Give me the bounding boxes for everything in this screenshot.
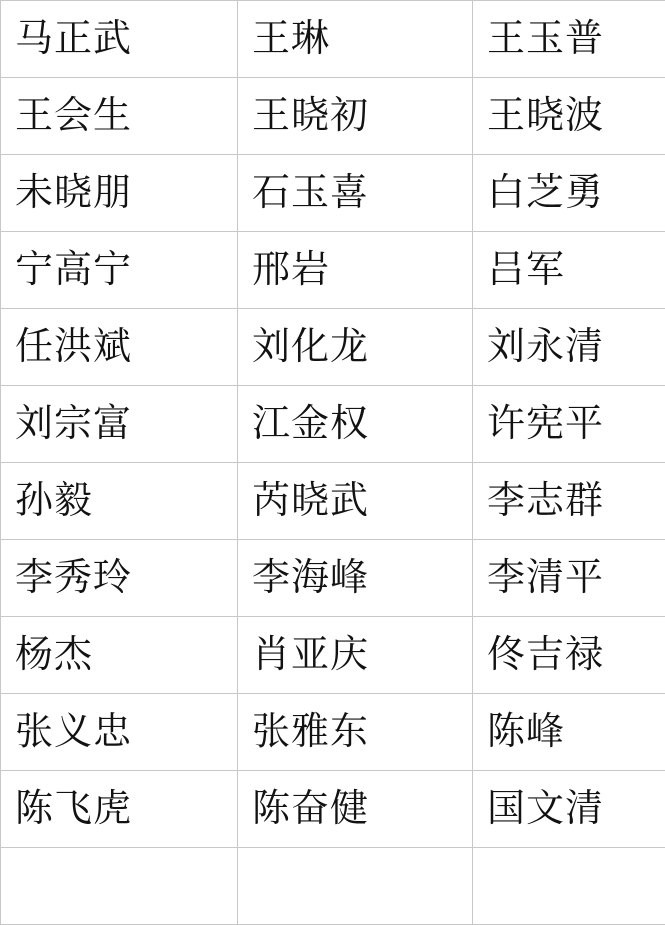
table-row: [1, 386, 665, 463]
name-cell: [1, 848, 238, 925]
name-cell: 陈奋健: [238, 771, 473, 848]
name-cell: 王琳: [238, 1, 473, 78]
table-row-partial: [1, 848, 665, 925]
name-cell: 李秀玲: [1, 540, 238, 617]
name-cell: 陈飞虎: [1, 771, 238, 848]
name-cell: 邢岩: [238, 232, 473, 309]
name-cell: 刘永清: [473, 309, 665, 386]
name-cell: 王玉普: [473, 1, 665, 78]
name-cell: 刘宗富: [1, 386, 238, 463]
name-cell: 李志群: [473, 463, 665, 540]
name-cell: 佟吉禄: [473, 617, 665, 694]
name-cell: 宁高宁: [1, 232, 238, 309]
table-row: [1, 617, 665, 694]
name-cell: 肖亚庆: [238, 617, 473, 694]
name-cell: 芮晓武: [238, 463, 473, 540]
table-row: [1, 78, 665, 155]
table-row: [1, 540, 665, 617]
name-cell: 王会生: [1, 78, 238, 155]
table-row: [1, 155, 665, 232]
name-cell: 张雅东: [238, 694, 473, 771]
name-cell: 王晓波: [473, 78, 665, 155]
name-cell: 陈峰: [473, 694, 665, 771]
table-row: [1, 232, 665, 309]
name-cell: 张义忠: [1, 694, 238, 771]
name-cell: 未晓朋: [1, 155, 238, 232]
table-row: [1, 694, 665, 771]
name-cell: 白芝勇: [473, 155, 665, 232]
name-cell: 王晓初: [238, 78, 473, 155]
name-cell: 任洪斌: [1, 309, 238, 386]
name-cell: [473, 848, 665, 925]
name-cell: 国文清: [473, 771, 665, 848]
table-row: [1, 1, 665, 78]
name-cell: 刘化龙: [238, 309, 473, 386]
name-cell: 石玉喜: [238, 155, 473, 232]
name-cell: [238, 848, 473, 925]
name-cell: 许宪平: [473, 386, 665, 463]
name-cell: 马正武: [1, 1, 238, 78]
name-cell: 杨杰: [1, 617, 238, 694]
name-cell: 孙毅: [1, 463, 238, 540]
table-row: [1, 463, 665, 540]
table-row: [1, 771, 665, 848]
table-row: [1, 309, 665, 386]
name-cell: 李海峰: [238, 540, 473, 617]
name-cell: 江金权: [238, 386, 473, 463]
name-cell: 李清平: [473, 540, 665, 617]
table-body: [1, 1, 665, 925]
name-cell: 吕军: [473, 232, 665, 309]
